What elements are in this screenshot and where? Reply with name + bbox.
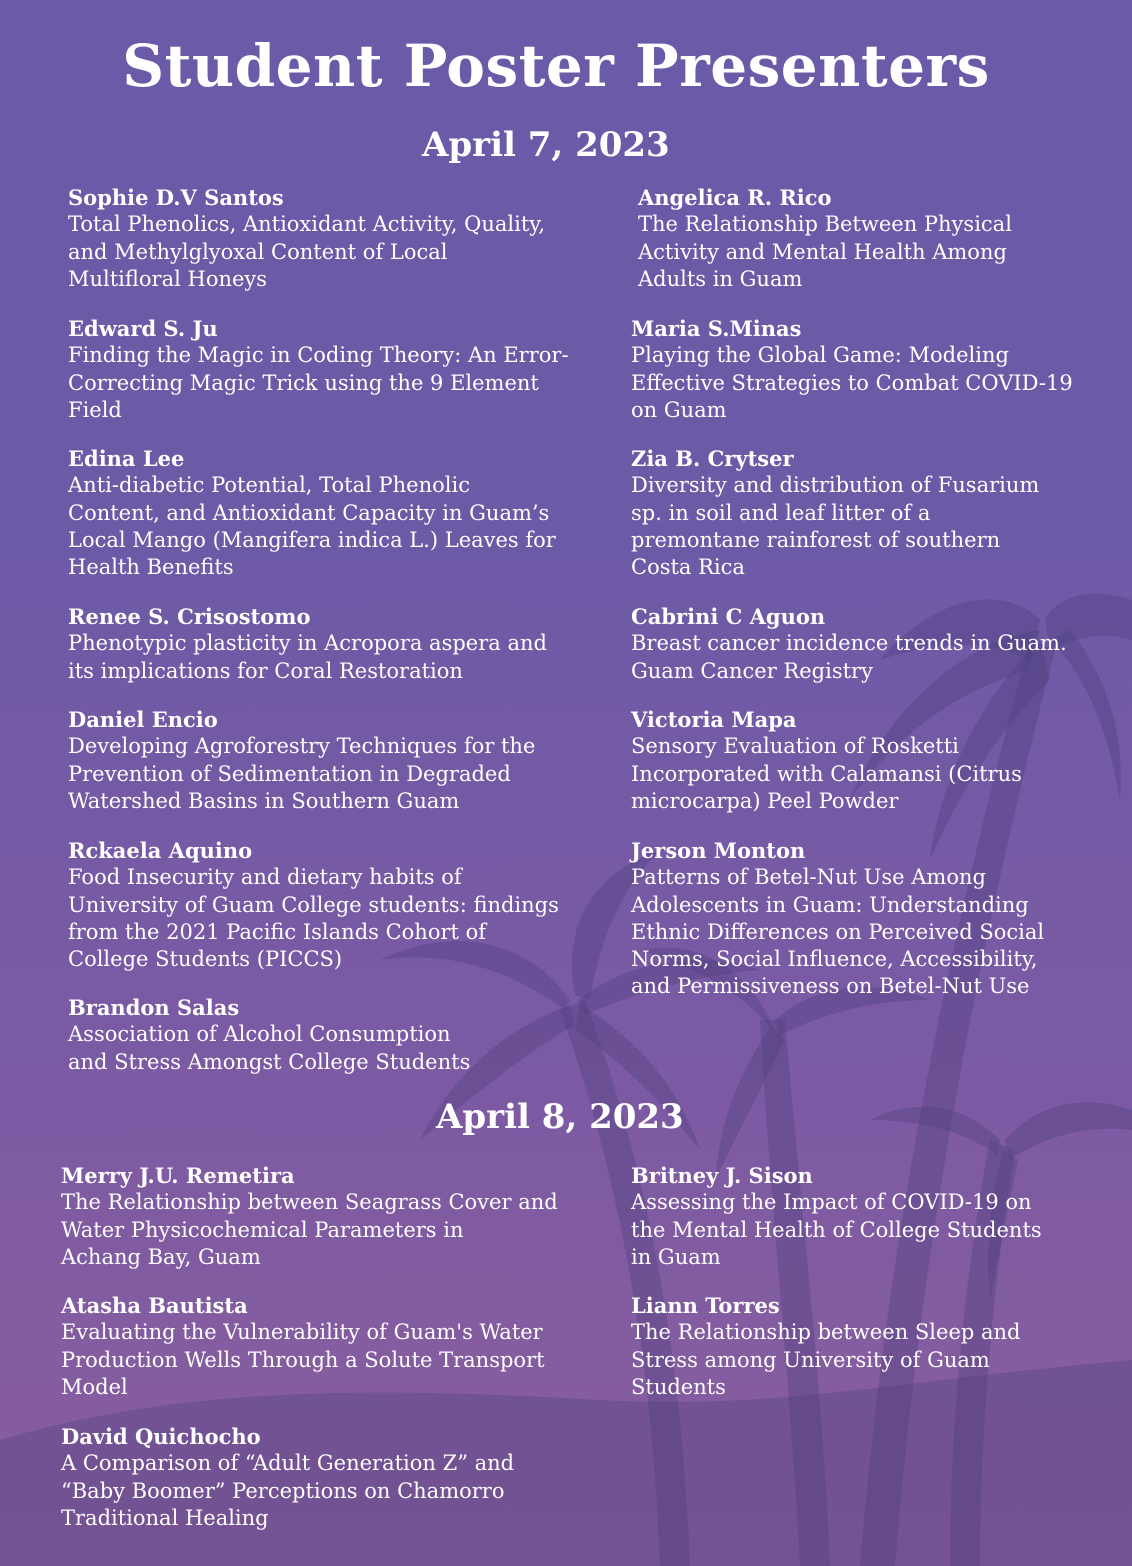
presenter-entry xyxy=(631,1292,1020,1401)
presenter-name: Edward S. Ju xyxy=(68,316,218,341)
presenter-name: Brandon Salas xyxy=(68,995,240,1020)
presenter-name: Victoria Mapa xyxy=(631,707,797,732)
presenter-entry xyxy=(68,184,545,293)
presenter-entry xyxy=(631,1162,1042,1271)
topic-line: in Guam xyxy=(631,1244,721,1269)
presenter-name: Liann Torres xyxy=(631,1293,780,1318)
presenter-entry xyxy=(631,837,1044,1001)
date-heading-day-2: April 8, 2023 xyxy=(436,1097,684,1137)
topic-line: Stress among University of Guam xyxy=(631,1347,990,1372)
topic-line: Finding the Magic in Coding Theory: An Error- xyxy=(68,343,569,368)
presenter-name: Edina Lee xyxy=(68,446,185,471)
topic-line: and Permissiveness on Betel-Nut Use xyxy=(631,974,1030,999)
topic-line: Watershed Basins in Southern Guam xyxy=(68,788,460,813)
topic-line: Costa Rica xyxy=(631,555,745,580)
presenter-entry xyxy=(61,1292,545,1401)
presenter-name: Maria S.Minas xyxy=(631,316,802,341)
topic-line: The Relationship Between Physical xyxy=(638,212,1012,237)
topic-line: Students xyxy=(631,1374,726,1399)
topic-line: Field xyxy=(68,397,122,422)
presenter-name: Atasha Bautista xyxy=(61,1293,248,1318)
topic-line: premontane rainforest of southern xyxy=(631,527,1001,552)
presenter-name: Merry J.U. Remetira xyxy=(61,1163,295,1188)
presenter-name: David Quichocho xyxy=(61,1424,261,1449)
poster-topic xyxy=(68,733,535,815)
presenter-entry xyxy=(68,837,559,973)
topic-line: Traditional Healing xyxy=(61,1505,269,1530)
topic-line: Effective Strategies to Combat COVID-19 xyxy=(631,370,1073,395)
topic-line: from the 2021 Pacific Islands Cohort of xyxy=(68,919,487,944)
presenter-name: Rckaela Aquino xyxy=(68,838,253,863)
presenter-entry xyxy=(631,315,1073,424)
poster-topic xyxy=(638,211,1012,293)
presenter-name: Jerson Monton xyxy=(631,838,806,863)
topic-line: Phenotypic plasticity in Acropora aspera and xyxy=(68,631,547,656)
topic-line: Food Insecurity and dietary habits of xyxy=(68,865,462,890)
poster-topic xyxy=(61,1450,514,1532)
topic-line: microcarpa) Peel Powder xyxy=(631,788,899,813)
topic-line: Norms, Social Influence, Accessibility, xyxy=(631,947,1038,972)
presenter-entry xyxy=(631,706,1022,815)
topic-line: The Relationship between Seagrass Cover and xyxy=(61,1190,558,1215)
page-title: Student Poster Presenters xyxy=(122,32,990,100)
topic-line: Playing the Global Game: Modeling xyxy=(631,343,1009,368)
topic-line: sp. in soil and leaf litter of a xyxy=(631,500,931,525)
presenter-entry xyxy=(68,445,556,581)
poster-topic xyxy=(631,342,1073,424)
topic-line: Adults in Guam xyxy=(638,266,803,291)
topic-line: Correcting Magic Trick using the 9 Element xyxy=(68,370,539,395)
topic-line: Developing Agroforestry Techniques for the xyxy=(68,734,536,759)
topic-line: and Stress Amongst College Students xyxy=(68,1049,471,1074)
poster-topic xyxy=(631,733,1022,815)
poster-topic xyxy=(68,630,547,685)
topic-line: Water Physicochemical Parameters in xyxy=(61,1217,464,1242)
presenter-name: Daniel Encio xyxy=(68,707,218,732)
poster-topic xyxy=(68,864,559,973)
presenter-name: Zia B. Crytser xyxy=(631,446,794,471)
presenter-entry xyxy=(631,603,1067,685)
poster-topic xyxy=(68,1021,470,1076)
topic-line: Adolescents in Guam: Understanding xyxy=(631,892,1029,917)
topic-line: College Students (PICCS) xyxy=(68,947,343,972)
topic-line: Incorporated with Calamansi (Citrus xyxy=(631,761,1022,786)
date-heading-day-1: April 7, 2023 xyxy=(422,125,670,165)
topic-line: on Guam xyxy=(631,397,727,422)
poster-topic xyxy=(631,864,1044,1000)
presenter-entry xyxy=(68,994,470,1076)
topic-line: Content, and Antioxidant Capacity in Guam’s xyxy=(68,500,550,525)
topic-line: its implications for Coral Restoration xyxy=(68,658,463,683)
presenter-entry xyxy=(631,445,1039,581)
topic-line: Model xyxy=(61,1374,128,1399)
topic-line: the Mental Health of College Students xyxy=(631,1217,1042,1242)
presenter-name: Sophie D.V Santos xyxy=(68,185,284,210)
poster-topic xyxy=(631,1319,1020,1401)
topic-line: Prevention of Sedimentation in Degraded xyxy=(68,761,511,786)
poster-topic xyxy=(631,630,1067,685)
presenter-entry xyxy=(68,706,535,815)
topic-line: Assessing the Impact of COVID-19 on xyxy=(631,1190,1032,1215)
poster-topic xyxy=(61,1189,558,1271)
topic-line: Total Phenolics, Antioxidant Activity, Quality, xyxy=(68,212,546,237)
presenter-name: Renee S. Crisostomo xyxy=(68,604,311,629)
topic-line: Achang Bay, Guam xyxy=(61,1244,261,1269)
presenter-entry xyxy=(61,1162,558,1271)
presenter-entry xyxy=(68,315,569,424)
topic-line: Evaluating the Vulnerability of Guam's Water xyxy=(61,1320,543,1345)
topic-line: Health Benefits xyxy=(68,555,234,580)
topic-line: Multifloral Honeys xyxy=(68,266,268,291)
poster-topic xyxy=(68,211,545,293)
topic-line: Patterns of Betel-Nut Use Among xyxy=(631,865,986,890)
topic-line: Ethnic Differences on Perceived Social xyxy=(631,919,1045,944)
topic-line: Sensory Evaluation of Rosketti xyxy=(631,734,959,759)
poster-topic xyxy=(68,472,556,581)
topic-line: “Baby Boomer” Perceptions on Chamorro xyxy=(61,1478,505,1503)
topic-line: Diversity and distribution of Fusarium xyxy=(631,473,1040,498)
topic-line: and Methylglyoxal Content of Local xyxy=(68,239,448,264)
topic-line: University of Guam College students: findings xyxy=(68,892,559,917)
presenter-entry xyxy=(61,1423,514,1532)
topic-line: Guam Cancer Registry xyxy=(631,658,873,683)
topic-line: The Relationship between Sleep and xyxy=(631,1320,1021,1345)
poster-topic xyxy=(631,1189,1042,1271)
topic-line: Association of Alcohol Consumption xyxy=(68,1022,451,1047)
poster-topic xyxy=(631,472,1039,581)
topic-line: Activity and Mental Health Among xyxy=(638,239,1007,264)
poster-topic xyxy=(61,1319,545,1401)
topic-line: Anti-diabetic Potential, Total Phenolic xyxy=(68,473,470,498)
presenter-entry xyxy=(68,603,547,685)
topic-line: A Comparison of “Adult Generation Z” and xyxy=(61,1451,515,1476)
topic-line: Production Wells Through a Solute Transport xyxy=(61,1347,545,1372)
poster-topic xyxy=(68,342,569,424)
presenter-name: Britney J. Sison xyxy=(631,1163,813,1188)
presenter-name: Cabrini C Aguon xyxy=(631,604,826,629)
presenter-name: Angelica R. Rico xyxy=(638,185,832,210)
topic-line: Local Mango (Mangifera indica L.) Leaves for xyxy=(68,527,556,552)
topic-line: Breast cancer incidence trends in Guam. xyxy=(631,631,1067,656)
presenter-entry xyxy=(638,184,1012,293)
